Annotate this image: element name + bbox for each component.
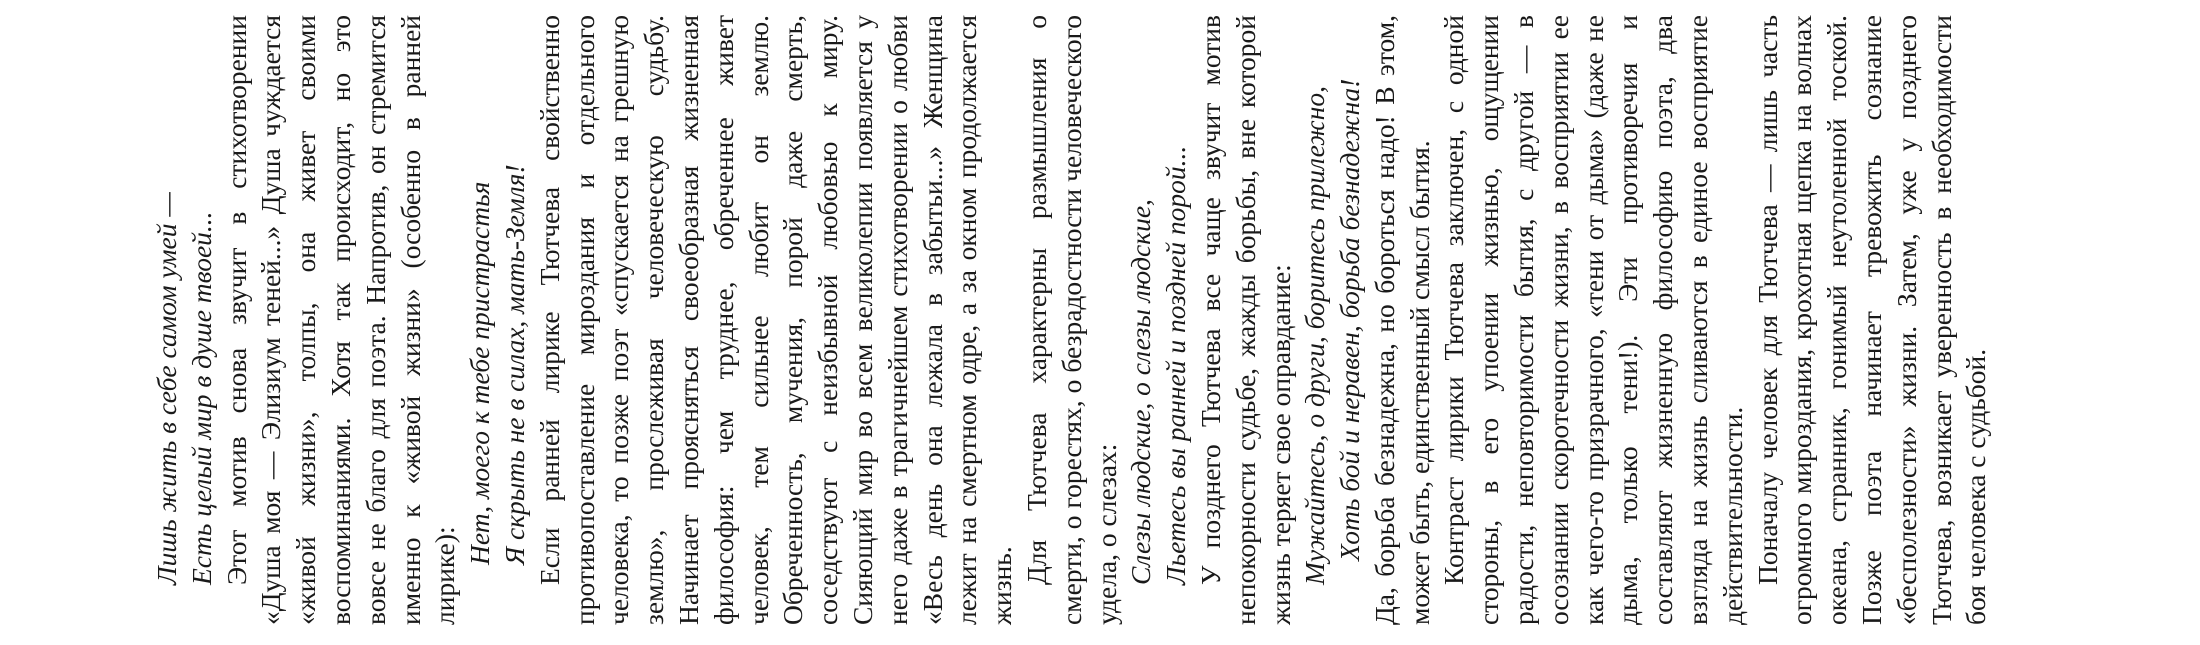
paragraph-late-tyutchev: У позднего Тютчева все чаще звучит мотив непокорности судьбе, жажды борьбы, вне которой жизнь теряет свое оправдание:: [1194, 15, 1296, 625]
paragraph-death-tears: Для Тютчева характерны размышления о смерти, о горестях, о безрадостности человеческого удела, о слезах:: [1020, 15, 1122, 625]
quote-line: Мужайтесь, о други, боритесь прилежно,: [1299, 86, 1331, 585]
paragraph-elysium: Этот мотив снова звучит в стихотворении «Душа моя — Элизиум теней...» Душа чуждается «живой жизни», толпы, она живет своими воспоминаниями. Хотя так происходит, но это вовсе не благо для поэта. Напротив, он стремится именно к «живой жизни» (особенно в ранней лирике):: [220, 15, 461, 625]
paragraph-hopeless-struggle: Да, борьба безнадежна, но бороться надо! В этом, может быть, единственный смысл бытия.: [1368, 15, 1435, 625]
quote-human-tears: [1124, 15, 1194, 625]
quote-line: Нет, моего к тебе пристрастья: [464, 181, 496, 565]
quote-line: Я скрыть не в силах, мать-Земля!: [498, 164, 530, 565]
quote-line: Хоть бой и неравен, борьба безнадежна!: [1334, 78, 1366, 561]
paragraph-contrast: Контраст лирики Тютчева заключен, с одной стороны, в его упоении жизнью, ощущении радости, неповторимости бытия, с другой — в осознании скоротечности жизни, в восприятии ее как чего-то призрачного, «тени от дыма» (даже не дыма, только тени!). Эти противоречия и составляют жизненную философию поэта, два взгляда на жизнь сливаются в единое восприятие действительности.: [1438, 15, 1748, 625]
paragraph-human-role: Поначалу человек для Тютчева — лишь часть огромного мироздания, крохотная щепка на волнах океана, странник, гонимый неутоленной тоской. Позже поэта начинает тревожить сознание «бесполезности» жизни. Затем, уже у позднего Тютчева, возникает уверенность в необходимости боя человека с судьбой.: [1751, 15, 1992, 625]
rotated-book-page: [150, 15, 2050, 625]
quote-line: Есть целый мир в душе твоей...: [185, 211, 217, 585]
quote-mother-earth: [463, 15, 533, 625]
quote-line: Льетесь вы ранней и поздней порой...: [1160, 145, 1192, 585]
quote-line: Слезы людские, о слезы людские,: [1125, 199, 1157, 585]
paragraph-early-lyrics: Если ранней лирике Тютчева свойственно противопоставление мироздания и отдельного человека, то позже поэт «спускается на грешную землю», прослеживая человеческую судьбу. Начинает проясняться своеобразная жизненная философия: чем труднее, обреченнее живет человек, тем сильнее любит он землю. Обреченность, мучения, порой даже смерть, соседствуют с неизбывной любовью к миру. Сияющий мир во всем великолепии появляется у него даже в трагичнейшем стихотворении о любви «Весь день она лежала в забытьи...» Женщина лежит на смертном одре, а за окном продолжается жизнь.: [533, 15, 1018, 625]
quote-line: Лишь жить в себе самом умей —: [151, 192, 182, 585]
epigraph-quote: [150, 15, 220, 625]
quote-take-courage: [1298, 15, 1368, 625]
